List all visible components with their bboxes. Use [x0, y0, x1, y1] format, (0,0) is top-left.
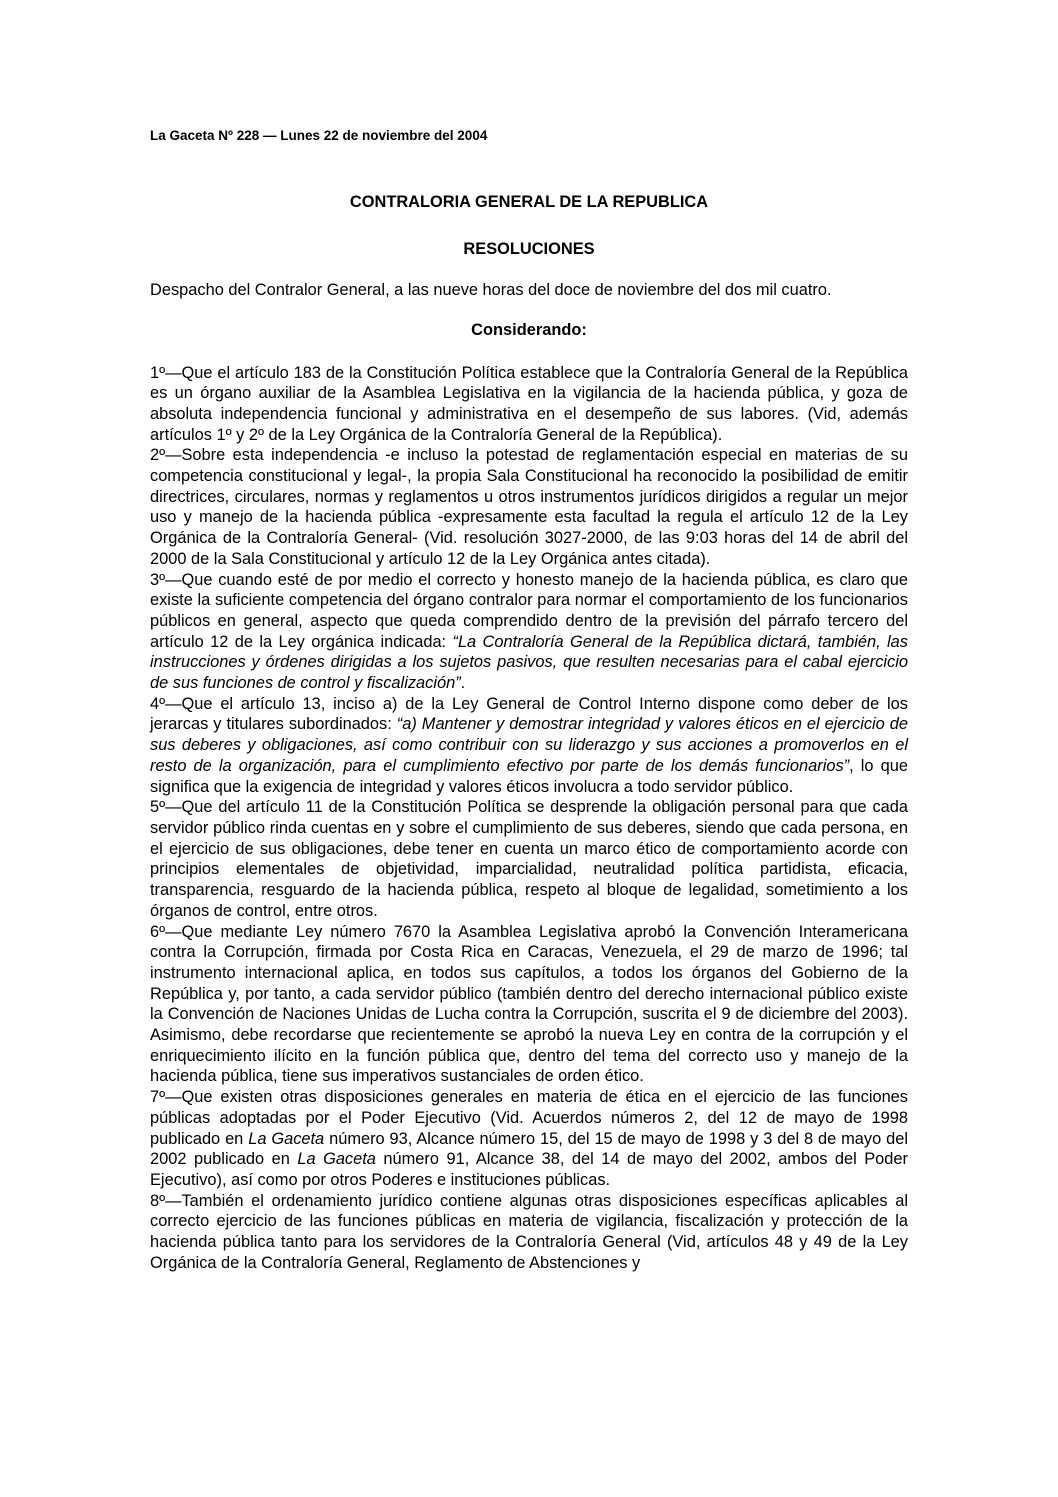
paragraph-3-quote: “La Contraloría General de la República dictará, también, las instrucciones y órdenes dirigidas a los sujetos pasivos, que resulten necesarias para el cabal ejercicio de sus funciones de control y fiscalización” [150, 632, 908, 693]
document-page [150, 126, 908, 1273]
gazette-reference-2: La Gaceta [297, 1150, 376, 1169]
paragraph-2: 2º—Sobre esta independencia -e incluso la potestad de reglamentación especial en materias de su competencia constitucional y legal-, la propia Sala Constitucional ha reconocido la posibilidad de emitir directrices, circulares, normas y reglamentos u otros instrumentos jurídicos dirigidos a regular un mejor uso y manejo de la hacienda pública -expresamente esta facultad la regula el artículo 12 de la Ley Orgánica de la Contraloría General- (Vid. resolución 3027-2000, de las 9:03 horas del 14 de abril del 2000 de la Sala Constitucional y artículo 12 de la Ley Orgánica antes citada). [150, 446, 908, 568]
gazette-reference-1: La Gaceta [248, 1129, 325, 1148]
paragraph-3-end: . [460, 674, 466, 693]
paragraph-7-text-c: número 91, Alcance 38, del 14 de mayo del 2002, ambos del Poder Ejecutivo), así como por otros Poderes e instituciones públicas. [150, 1150, 908, 1189]
paragraph-5: 5º—Que del artículo 11 de la Constitución Política se desprende la obligación personal para que cada servidor público rinda cuentas en y sobre el cumplimiento de sus deberes, siendo que cada persona, en el ejercicio de sus obligaciones, debe tener en cuenta un marco ético de comportamiento acorde con principios elementales de objetividad, imparcialidad, neutralidad política partidista, eficacia, transparencia, resguardo de la hacienda pública, respeto al bloque de legalidad, sometimiento a los órganos de control, entre otros. [150, 798, 908, 920]
paragraph-7-text-a: 7º—Que existen otras disposiciones generales en materia de ética en el ejercicio de las funciones públicas adoptadas por el Poder Ejecutivo (Vid. Acuerdos números 2, del 12 de mayo de 1998 publicado en [150, 1088, 908, 1148]
paragraph-1: 1º—Que el artículo 183 de la Constitución Política establece que la Contraloría General de la República es un órgano auxiliar de la Asamblea Legislativa en la vigilancia de la hacienda pública, y goza de absoluta independencia funcional y administrativa en el desempeño de sus labores. (Vid, además artículos 1º y 2º de la Ley Orgánica de la Contraloría General de la República). [150, 363, 908, 444]
considerando-heading: Considerando: [471, 320, 587, 339]
paragraph-8: 8º—También el ordenamiento jurídico contiene algunas otras disposiciones específicas aplicables al correcto ejercicio de las funciones públicas en materia de vigilancia, fiscalización y protección de la hacienda pública tanto para los servidores de la Contraloría General (Vid, artículos 48 y 49 de la Ley Orgánica de la Contraloría General, Reglamento de Abstenciones y [150, 1191, 908, 1272]
paragraph-7 [150, 1087, 908, 1191]
paragraph-7-text-b: número 93, Alcance número 15, del 15 de mayo de 1998 y 3 del 8 de mayo del 2002 publicado en [150, 1129, 908, 1169]
paragraph-4-text: 4º—Que el artículo 13, inciso a) de la Ley General de Control Interno dispone como deber de los jerarcas y titulares subordinados: [150, 694, 908, 734]
intro-paragraph: Despacho del Contralor General, a las nueve horas del doce de noviembre del dos mil cuatro. [150, 281, 832, 300]
section-title: RESOLUCIONES [463, 240, 595, 259]
paragraph-4 [150, 694, 908, 798]
paragraph-3-text: 3º—Que cuando esté de por medio el correcto y honesto manejo de la hacienda pública, es claro que existe la suficiente competencia del órgano contralor para normar el comportamiento de los funcionarios públicos en general, aspecto que queda comprendido dentro de la previsión del párrafo tercero del artículo 12 de la Ley orgánica indicada: [150, 570, 908, 651]
paragraph-4-quote: “a) Mantener y demostrar integridad y valores éticos en el ejercicio de sus deberes y obligaciones, así como contribuir con su liderazgo y sus acciones a promoverlos en el resto de la organización, para el cumplimiento efectivo por parte de los demás funcionarios” [150, 715, 908, 775]
institution-title: CONTRALORIA GENERAL DE LA REPUBLICA [349, 192, 709, 211]
paragraph-3 [150, 570, 908, 694]
gazette-header: La Gaceta Nº 228 — Lunes 22 de noviembre del 2004 [150, 128, 488, 143]
paragraph-6: 6º—Que mediante Ley número 7670 la Asamblea Legislativa aprobó la Convención Interamericana contra la Corrupción, firmada por Costa Rica en Caracas, Venezuela, el 29 de marzo de 1996; tal instrumento internacional aplica, en todos sus capítulos, a todos los órganos del Gobierno de la República y, por tanto, a cada servidor público (también dentro del derecho internacional público existe la Convención de Naciones Unidas de Lucha contra la Corrupción, suscrita el 9 de diciembre del 2003). Asimismo, debe recordarse que recientemente se aprobó la nueva Ley en contra de la corrupción y el enriquecimiento ilícito en la función pública que, dentro del tema del correcto uso y manejo de la hacienda pública, tiene sus imperativos sustanciales de orden ético. [150, 922, 908, 1086]
paragraph-4-end: , lo que significa que la exigencia de integridad y valores éticos involucra a todo servidor público. [150, 756, 908, 796]
